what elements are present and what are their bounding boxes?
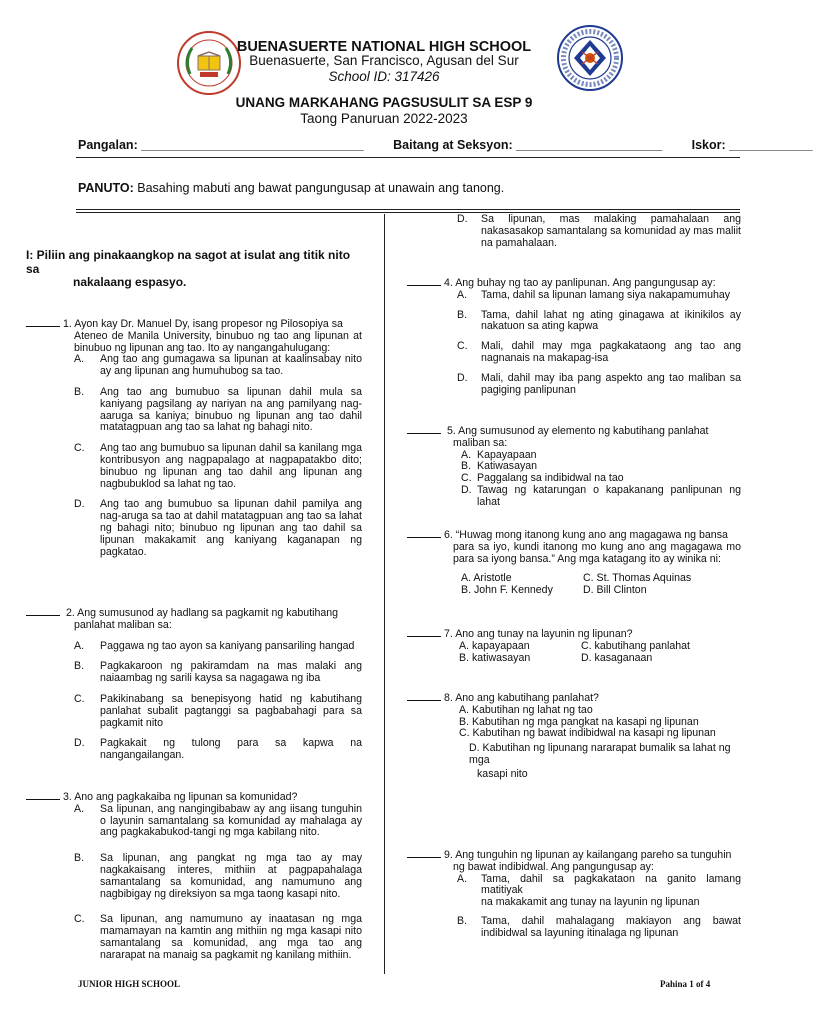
name-field[interactable]: Pangalan: ________________________________ (78, 138, 364, 152)
question-6: 6. “Huwag mong itanong kung ano ang magagawa ng bansa para sa iyo, kundi itanong mo kung ano ang magagawa mo para sa iyong bansa.” Ang mga katagang ito ay winika ni: A. Aristotle C. St. Thomas Aquinas B. John F. Kennedy D. Bill Clinton (407, 528, 741, 597)
question-8: 8. Ano ang kabutihang panlahat? A. Kabutihan ng lahat ng tao B. Kabutihan ng mga pangkat na kasapi ng lipunan C. Kabutihan ng bawat indibidwal na kasapi ng lipunan D. Kabutihan ng lipunang nararapat bumalik sa lahat ng mga kasapi nito (407, 691, 741, 781)
option: C. Mali, dahil may mga pagkakataong ang tao ang nagnanais na makapag-isa (457, 340, 741, 364)
option: B. Katiwasayan (461, 460, 538, 473)
question-4: 4. Ang buhay ng tao ay panlipunan. Ang pangungusap ay: A. Tama, dahil sa lipunan lamang siya nakapamumuhay B. Tama, dahil lahat ng ating ginagawa at ikinikilos ay nakatuon sa ating kapwa C. Mali, dahil may mga pagkakataong ang tao ang nagnanais na makapag-isa D. Mali, dahil may iba pang aspekto ang tao maliban sa pagiging panlipunan (407, 276, 741, 396)
option: D. Sa lipunan, mas malaking pamahalaan ang nakasasakop samantalang sa komunidad ay mas maliit na pamahalaan. (457, 213, 741, 249)
option: B. Tama, dahil lahat ng ating ginagawa at ikinikilos ay nakatuon sa ating kapwa (457, 308, 741, 333)
options-row: A. kapayapaan C. kabutihang panlahat (459, 639, 690, 652)
options-row: B. John F. Kennedy D. Bill Clinton (461, 584, 647, 597)
option: B. Ang tao ang bumubuo sa lipunan dahil mula sa kaniyang pagsilang ay nariyan na ang pamilyang nag-aaruga sa kaniya; binubuo ng lipunan ang tao dahil matatagpuan ang tao sa lahat ng bahagi nito. (74, 385, 362, 434)
option: B. Pagkakaroon ng pakiramdam na mas malaki ang naiaambag ng sarili kaysa sa nagagawa ng iba (74, 660, 362, 685)
grade-section-field[interactable]: Baitang at Seksyon: _____________________ (393, 138, 663, 152)
option: D. Tawag ng katarungan o kapakanang panlipunan ng lahat (461, 483, 741, 508)
option: C. Sa lipunan, ang namumuno ay inaatasan ng mga mamamayan na kamtin ang mithiin ng mga kasapi nito samantalang sa komunidad, ang mga tao ang nararapat na manaig sa pagkamit ng kanilang mithiin. (74, 913, 362, 961)
option: B. Tama, dahil mahalagang makiayon ang bawat indibidwal sa layuning itinalaga ng lipunan (457, 914, 741, 939)
school-name: BUENASUERTE NATIONAL HIGH SCHOOL (236, 39, 532, 55)
option: A. Tama, dahil sa lipunan lamang siya nakapamumuhay (457, 288, 731, 301)
answer-blank[interactable] (407, 276, 441, 286)
option: D. Ang tao ang bumubuo sa lipunan dahil pamilya ang nag-aruga sa tao at dahil matatagpuan ang tao sa lahat ng bahagi nito; binubuo ng lipunan ang tao dahil sa lipunan makakamit ang kaniyang kaganapan ng pagkatao. (74, 498, 362, 558)
options-row: B. katiwasayan D. kasaganaan (459, 651, 653, 664)
option: D. Mali, dahil may iba pang aspekto ang tao maliban sa pagiging panlipunan (457, 371, 741, 396)
school-address: Buenasuerte, San Francisco, Agusan del Sur (249, 53, 519, 68)
option: D. Pagkakait ng tulong para sa kapwa na nangangailangan. (74, 737, 362, 762)
divider (76, 157, 740, 158)
instructions-label: PANUTO: (78, 181, 134, 195)
footer-left: JUNIOR HIGH SCHOOL (78, 979, 181, 989)
page-number: Pahina 1 of 4 (660, 979, 711, 989)
option: A. Paggawa ng tao ayon sa kaniyang pansariling hangad (74, 639, 355, 652)
answer-blank[interactable] (26, 317, 60, 327)
option: A. Sa lipunan, ang nangingibabaw ay ang iisang tunguhin o layunin samantalang sa komunidad ay mahalaga ay ang pagkakabukod-tangi ng mga kabilang nito. (74, 802, 362, 839)
question-3-continued (407, 214, 741, 249)
school-id: School ID: 317426 (328, 69, 440, 84)
instructions-text: Basahing mabuti ang bawat pangungusap at unawain ang tanong. (133, 181, 505, 195)
answer-blank[interactable] (26, 606, 60, 616)
option: C. Pakikinabang sa benepisyong hatid ng kabutihang panlahat subalit pagtanggi sa pagbabahagi para sa pagkamit nito (74, 692, 362, 729)
answer-blank[interactable] (26, 790, 60, 800)
answer-blank[interactable] (407, 528, 441, 538)
section-title: I: Piliin ang pinakaangkop na sagot at isulat ang titik nito sa nakalaang espasyo. (26, 248, 351, 289)
question-5: 5. Ang sumusunod ay elemento ng kabutihang panlahat maliban sa: A. Kapayapaan B. Katiwasayan C. Paggalang sa indibidwal na tao D. Tawag ng katarungan o kapakanang panlipunan ng lahat (407, 424, 741, 509)
question-7: 7. Ano ang tunay na layunin ng lipunan? A. kapayapaan C. kabutihang panlahat B. katiwasayan D. kasaganaan (407, 627, 741, 664)
answer-blank[interactable] (407, 848, 441, 858)
answer-blank[interactable] (407, 691, 441, 701)
divider (76, 209, 740, 210)
exam-title: UNANG MARKAHANG PAGSUSULIT SA ESP 9 (235, 95, 533, 110)
question-2: 2. Ang sumusunod ay hadlang sa pagkamit ng kabutihang panlahat maliban sa: A. Paggawa ng tao ayon sa kaniyang pansariling hangad B. Pagkakaroon ng pakiramdam na mas malaki ang naiaambag ng sarili kaysa sa nagagawa ng iba C. Pakikinabang sa benepisyong hatid ng kabutihang panlahat subalit pagtanggi sa pagbabahagi para sa pagkamit nito D. Pagkakait ng tulong para sa kapwa na nangangailangan. (26, 606, 362, 762)
option: B. Sa lipunan, ang pangkat ng mga tao ay may nagkakaisang interes, mithiin at pagpapahalaga samantalang sa komunidad, ang namumuno ang nagbibigay ng direksiyon sa mga taong kasapi nito. (74, 852, 362, 900)
option: C. Paggalang sa indibidwal na tao (461, 472, 624, 485)
option: A. Ang tao ang gumagawa sa lipunan at kaalinsabay nito ay ang lipunan ang humuhubog sa tao. (74, 353, 362, 378)
question-9: 9. Ang tunguhin ng lipunan ay kailangang pareho sa tunguhin ng bawat indibidwal. Ang pangungusap ay: A. Tama, dahil sa pagkakataon na ganito lamang matitiyak na makakamit ang tunay na layunin ng lipunan B. Tama, dahil mahalagang makiayon ang bawat indibidwal sa layuning itinalaga ng lipunan (407, 848, 741, 940)
option: A. Tama, dahil sa pagkakataon na ganito lamang matitiyak (457, 872, 741, 897)
answer-blank[interactable] (407, 627, 441, 637)
answer-blank[interactable] (407, 424, 441, 434)
instructions (78, 181, 504, 195)
score-field[interactable]: Iskor: ____________ (691, 138, 813, 152)
column-divider (384, 214, 385, 974)
student-info-fields (78, 138, 813, 152)
option: A. Kapayapaan (461, 448, 537, 461)
question-3: 3. Ano ang pagkakaiba ng lipunan sa komunidad? A. Sa lipunan, ang nangingibabaw ay ang iisang tunguhin o layunin samantalang sa komunidad ay mahalaga ay ang pagkakabukod-tangi ng mga kabilang nito. B. Sa lipunan, ang pangkat ng mga tao ay may nagkakaisang interes, mithiin at pagpapahalaga samantalang sa komunidad, ang namumuno ang nagbibigay ng direksiyon sa mga taong kasapi nito. C. Sa lipunan, ang namumuno ay inaatasan ng mga mamamayan na kamtin ang mithiin ng mga kasapi nito samantalang sa komunidad, ang mga tao ang nararapat na manaig sa pagkamit ng kanilang mithiin. (26, 790, 362, 962)
option: C. Ang tao ang bumubuo sa lipunan dahil sa kanilang mga kontribusyon ang nagpapalago at nagpapatakbo dito; binubuo ng lipunan ang tao dahil ang lipunan ang nagbubuklod sa lahat ng tao. (74, 442, 362, 490)
question-1: 1. Ayon kay Dr. Manuel Dy, isang propesor ng Pilosopiya sa Ateneo de Manila University, binubuo ng tao ang lipunan at binubuo ng lipunan ang tao. Ito ay nangangahulugang: A. Ang tao ang gumagawa sa lipunan at kaalinsabay nito ay ang lipunan ang humuhubog sa tao. B. Ang tao ang bumubuo sa lipunan dahil mula sa kaniyang pagsilang ay nariyan na ang pamilyang nag-aaruga sa kaniya; binubuo ng lipunan ang tao dahil matatagpuan ang tao sa lahat ng bahagi nito. C. Ang tao ang bumubuo sa lipunan dahil sa kanilang mga kontribusyon ang nagpapalago at nagpapatakbo dito; binubuo ng lipunan ang tao dahil ang lipunan ang nagbubuklod sa lahat ng tao. D. Ang tao ang bumubuo sa lipunan dahil pamilya ang nag-aruga sa tao at dahil matatagpuan ang tao sa lahat ng bahagi nito; binubuo ng lipunan ang tao dahil sa lipunan makakamit ang kaniyang kaganapan ng pagkatao. (26, 317, 362, 558)
options-row: A. Aristotle C. St. Thomas Aquinas (461, 572, 692, 585)
school-year: Taong Panuruan 2022-2023 (300, 111, 468, 126)
